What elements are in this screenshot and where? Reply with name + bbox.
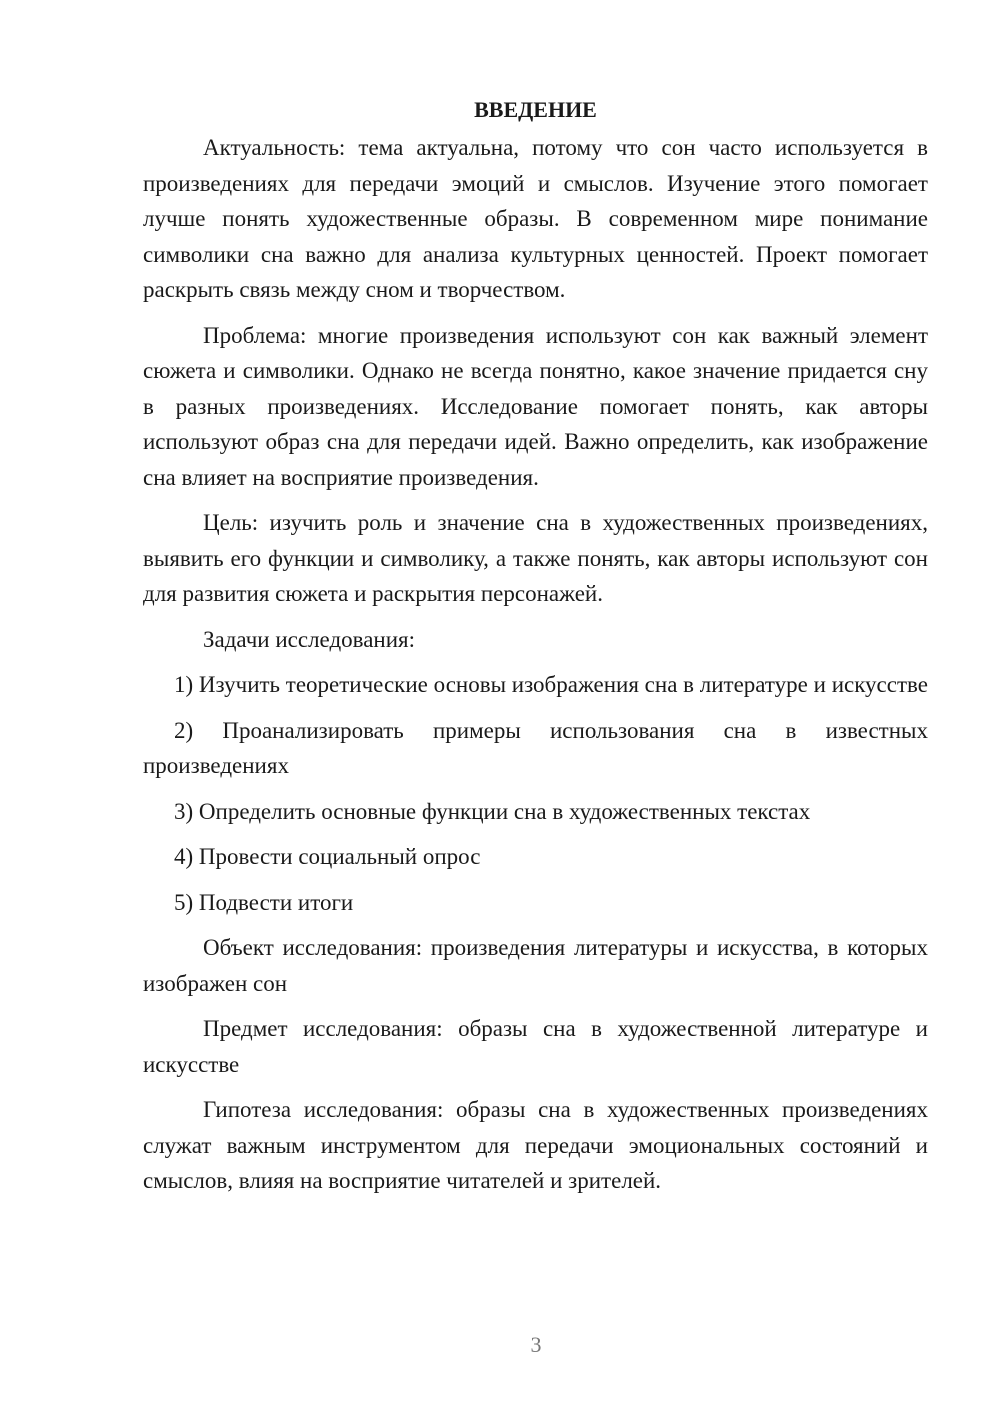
task-item-1: 1) Изучить теоретические основы изображения сна в литературе и искусстве xyxy=(174,672,928,697)
tasks-heading: Задачи исследования: xyxy=(203,626,416,652)
task-item-5: 5) Подвести итоги xyxy=(174,889,354,915)
page-content xyxy=(143,92,928,1209)
subject-paragraph: Предмет исследования: образы сна в художественной литературе и искусстве xyxy=(143,1016,928,1077)
relevance-paragraph: Актуальность: тема актуальна, потому что сон часто используется в произведениях для передачи эмоций и смыслов. Изучение этого помогает лучше понять художественные образы. В современном мире понимание символики сна важно для анализа культурных ценностей. Проект помогает раскрыть связь между сном и творчеством. xyxy=(143,135,928,302)
goal-paragraph: Цель: изучить роль и значение сна в художественных произведениях, выявить его функции и символику, а также понять, как авторы используют сон для развития сюжета и раскрытия персонажей. xyxy=(143,510,928,606)
section-title: ВВЕДЕНИЕ xyxy=(474,97,597,122)
task-item-3: 3) Определить основные функции сна в художественных текстах xyxy=(174,798,811,824)
task-item-4: 4) Провести социальный опрос xyxy=(174,844,481,869)
task-item-2: 2) Проанализировать примеры использования сна в известных произведениях xyxy=(143,717,928,778)
object-paragraph: Объект исследования: произведения литературы и искусства, в которых изображен сон xyxy=(143,935,928,996)
page-number: 3 xyxy=(530,1332,542,1357)
problem-paragraph: Проблема: многие произведения используют сон как важный элемент сюжета и символики. Однако не всегда понятно, какое значение придается сну в разных произведениях. Исследование помогает понять, как авторы используют образ сна для передачи идей. Важно определить, как изображение сна влияет на восприятие произведения. xyxy=(143,322,928,490)
hypothesis-paragraph: Гипотеза исследования: образы сна в художественных произведениях служат важным инструментом для передачи эмоциональных состояний и смыслов, влияя на восприятие читателей и зрителей. xyxy=(143,1097,928,1193)
